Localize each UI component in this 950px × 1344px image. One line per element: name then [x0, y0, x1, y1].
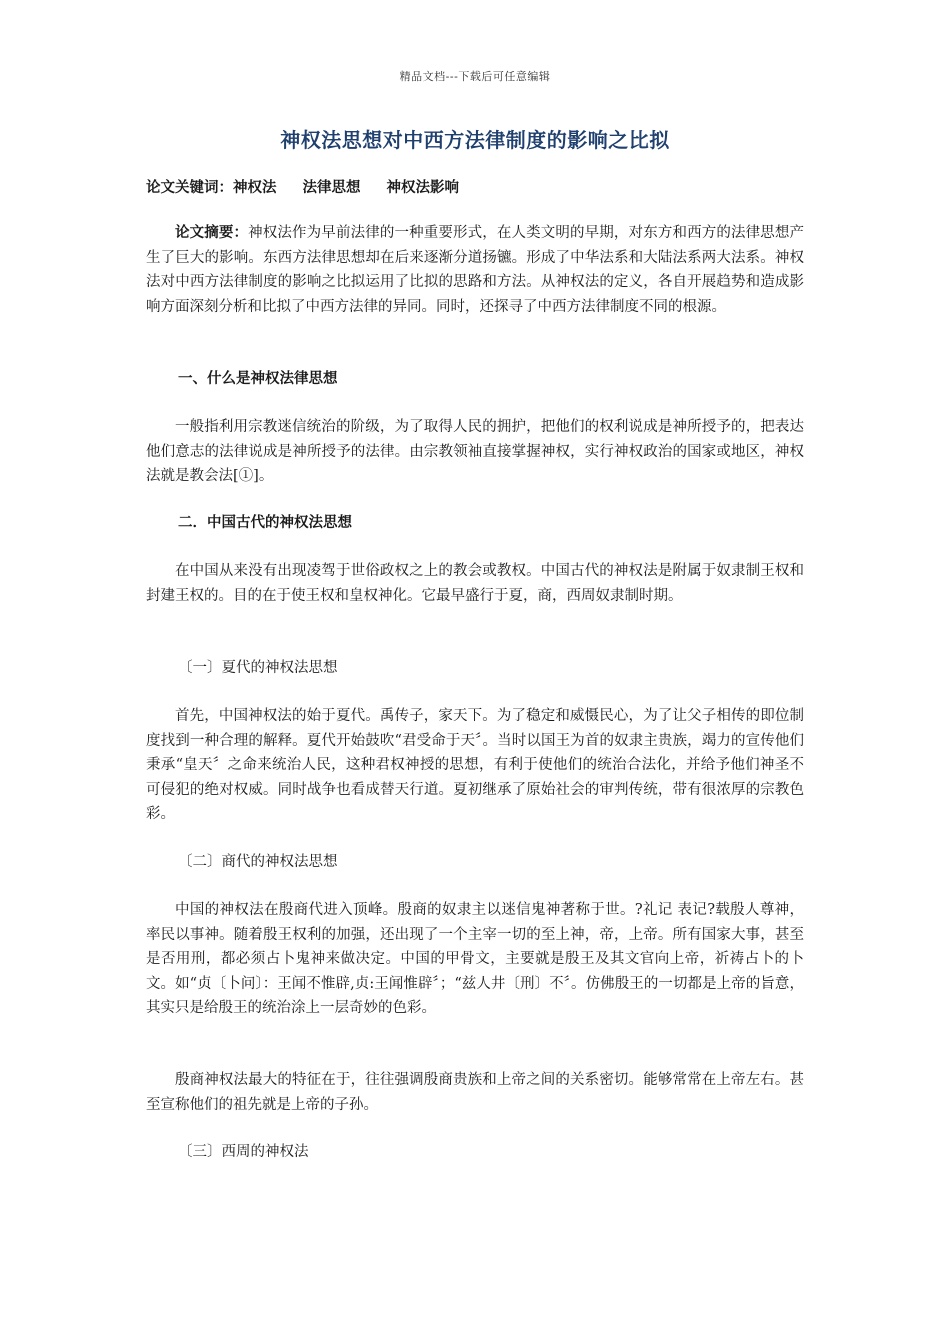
body-paragraph: 首先，中国神权法的始于夏代。禹传子，家天下。为了稳定和威慑民心，为了让父子相传的即位制度找到一种合理的解释。夏代开始鼓吹“君受命于天〞。当时以国王为首的奴隶主贵族，竭力的宣传他们秉承“皇天〞之命来统治人民，这种君权神授的思想，有利于使他们的统治合法化，并给予他们神圣不可侵犯的绝对权威。同时战争也看成替天行道。夏初继承了原始社会的审判传统，带有很浓厚的宗教色彩。: [146, 708, 804, 822]
body-paragraph: 中国的神权法在殷商代进入顶峰。殷商的奴隶主以迷信鬼神著称于世。?礼记 表记?载殷人尊神，率民以事神。随着殷王权利的加强，还出现了一个主宰一切的至上神，帝，上帝。所有国家大事，甚至是否用刑，都必须占卜鬼神来做决定。中国的甲骨文，主要就是殷王及其文官向上帝，祈祷占卜的卜文。如“贞〔卜问〕：王闻不惟辟,贞:王闻惟辟〞；“兹人井〔刑〕不〞。仿佛殷王的一切都是上帝的旨意，其实只是给殷王的统治涂上一层奇妙的色彩。: [146, 902, 804, 1016]
body-paragraph: 一般指利用宗教迷信统治的阶级，为了取得人民的拥护，把他们的权利说成是神所授予的，把表达他们意志的法律说成是神所授予的法律。由宗教领袖直接掌握神权，实行神权政治的国家或地区，神权法就是教会法[①]。: [146, 419, 804, 484]
subsection-heading: 〔一〕夏代的神权法思想: [178, 660, 338, 676]
subsection-heading: 〔三〕西周的神权法: [178, 1144, 309, 1160]
keyword-item: 神权法影响: [386, 179, 459, 196]
document-title: 神权法思想对中西方法律制度的影响之比拟: [280, 128, 670, 152]
body-paragraph: 在中国从来没有出现凌驾于世俗政权之上的教会或教权。中国古代的神权法是附属于奴隶制王权和封建王权的。目的在于使王权和皇权神化。它最早盛行于夏，商，西周奴隶制时期。: [146, 563, 804, 604]
keywords-label: 论文关键词：: [146, 179, 233, 196]
section-heading: 一、什么是神权法律思想: [178, 370, 338, 387]
keyword-item: 神权法: [233, 179, 277, 196]
keyword-item: 法律思想: [302, 179, 361, 196]
keywords-line: [146, 176, 485, 197]
abstract-text: 神权法作为早前法律的一种重要形式，在人类文明的早期，对东方和西方的法律思想产生了巨大的影响。东西方法律思想却在后来逐渐分道扬镳。形成了中华法系和大陆法系两大法系。神权法对中西方法律制度的影响之比拟运用了比拟的思路和方法。从神权法的定义，各自开展趋势和造成影响方面深刻分析和比拟了中西方法律的异同。同时，还探寻了中西方法律制度不同的根源。: [146, 225, 804, 315]
subsection-heading: 〔二〕商代的神权法思想: [178, 854, 338, 870]
section-heading: 二．中国古代的神权法思想: [178, 514, 352, 531]
abstract-paragraph: [146, 221, 804, 319]
header-note: 精品文档---下载后可任意编辑: [399, 70, 551, 83]
abstract-label: 论文摘要：: [175, 224, 249, 241]
body-paragraph: 殷商神权法最大的特征在于，往往强调殷商贵族和上帝之间的关系密切。能够常常在上帝左右。甚至宣称他们的祖先就是上帝的子孙。: [146, 1072, 804, 1113]
